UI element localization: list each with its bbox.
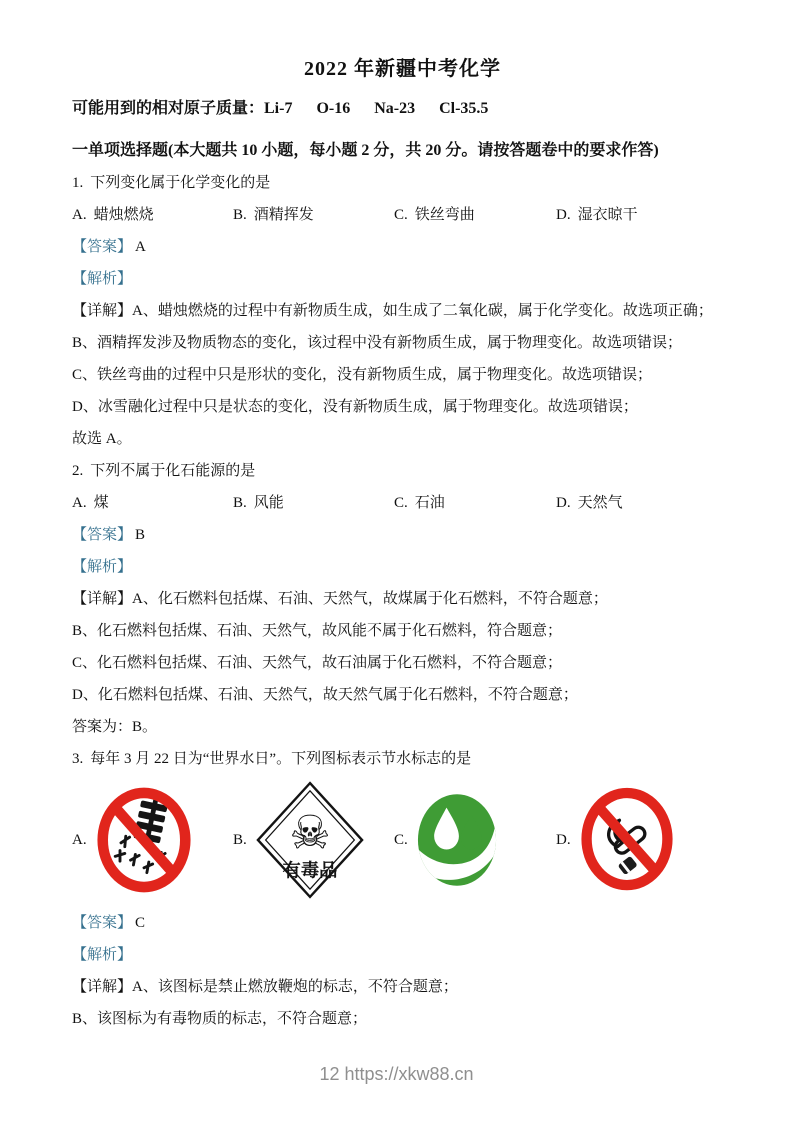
toxic-sign-text: 有毒品 bbox=[282, 860, 338, 881]
skull-crossbones-glyph: ☠ bbox=[289, 805, 331, 860]
detail-line: 【详解】A、该图标是禁止燃放鞭炮的标志，不符合题意； bbox=[72, 979, 458, 995]
option-label: D. bbox=[556, 831, 571, 848]
question-number: 1. bbox=[72, 175, 84, 191]
question-number: 2. bbox=[72, 463, 84, 479]
no-fireworks-icon bbox=[96, 787, 192, 893]
option-label: D. bbox=[556, 495, 571, 511]
detail-line: C、铁丝弯曲的过程中只是形状的变化，没有新物质生成，属于物理变化。故选项错误； bbox=[72, 367, 653, 383]
option-label: C. bbox=[394, 831, 408, 848]
option-text: 天然气 bbox=[577, 495, 623, 511]
question-text: 下列不属于化石能源的是 bbox=[90, 463, 256, 479]
option-text: 湿衣晾干 bbox=[577, 207, 638, 223]
analysis-label: 【解析】 bbox=[72, 947, 133, 963]
option-d bbox=[556, 787, 733, 893]
answer-label: 【答案】 bbox=[72, 915, 133, 931]
option-label: A. bbox=[72, 207, 87, 223]
question-number: 3. bbox=[72, 751, 84, 767]
detail-line: 【详解】A、蜡烛燃烧的过程中有新物质生成，如生成了二氧化碳，属于化学变化。故选项正确； bbox=[72, 303, 713, 319]
analysis-label: 【解析】 bbox=[72, 559, 133, 575]
option-d bbox=[556, 492, 733, 514]
option-label: B. bbox=[233, 831, 247, 848]
option-label: B. bbox=[233, 207, 247, 223]
question-stem bbox=[72, 172, 733, 194]
option-label: C. bbox=[394, 207, 408, 223]
option-text: 石油 bbox=[414, 495, 445, 511]
answer-value: A bbox=[135, 239, 146, 255]
detail-line: B、化石燃料包括煤、石油、天然气，故风能不属于化石燃料，符合题意； bbox=[72, 623, 563, 639]
detail-line: B、酒精挥发涉及物质物态的变化，该过程中没有新物质生成，属于物理变化。故选项错误； bbox=[72, 335, 683, 351]
option-text: 风能 bbox=[253, 495, 284, 511]
option-c bbox=[394, 204, 556, 226]
icon-options-row bbox=[72, 780, 733, 900]
options-row bbox=[72, 204, 733, 226]
water-saving-icon bbox=[417, 792, 497, 888]
detail-line: C、化石燃料包括煤、石油、天然气，故石油属于化石燃料，不符合题意； bbox=[72, 655, 563, 671]
question-3-block bbox=[72, 748, 733, 1030]
question-stem bbox=[72, 460, 733, 482]
question-2-block bbox=[72, 460, 733, 738]
option-text: 酒精挥发 bbox=[253, 207, 314, 223]
page-footer-url: 12 https://xkw88.cn bbox=[319, 1064, 474, 1084]
answer-value: C bbox=[135, 915, 146, 931]
analysis-label: 【解析】 bbox=[72, 271, 133, 287]
question-stem bbox=[72, 748, 733, 770]
question-text: 下列变化属于化学变化的是 bbox=[90, 175, 271, 191]
answer-label: 【答案】 bbox=[72, 527, 133, 543]
option-b bbox=[233, 492, 394, 514]
toxic-substance-icon bbox=[256, 781, 364, 899]
detail-line: D、化石燃料包括煤、石油、天然气，故天然气属于化石燃料，不符合题意； bbox=[72, 687, 578, 703]
option-label: C. bbox=[394, 495, 408, 511]
option-c bbox=[394, 792, 556, 888]
option-label: A. bbox=[72, 831, 87, 848]
option-text: 铁丝弯曲 bbox=[414, 207, 475, 223]
option-a bbox=[72, 204, 233, 226]
detail-line: 【详解】A、化石燃料包括煤、石油、天然气，故煤属于化石燃料，不符合题意； bbox=[72, 591, 608, 607]
answer-value: B bbox=[135, 527, 146, 543]
option-c bbox=[394, 492, 556, 514]
option-label: A. bbox=[72, 495, 87, 511]
question-text: 每年 3 月 22 日为“世界水日”。下列图标表示节水标志的是 bbox=[90, 751, 472, 767]
option-label: B. bbox=[233, 495, 247, 511]
answer-line bbox=[72, 236, 733, 258]
analysis-line bbox=[72, 268, 733, 290]
analysis-line bbox=[72, 944, 733, 966]
option-d bbox=[556, 204, 733, 226]
answer-label: 【答案】 bbox=[72, 239, 133, 255]
atomic-mass-note: 可能用到的相对原子质量：Li-7 O-16 Na-23 Cl-35.5 bbox=[72, 100, 489, 117]
option-a bbox=[72, 492, 233, 514]
option-label: D. bbox=[556, 207, 571, 223]
option-a bbox=[72, 787, 233, 893]
option-text: 煤 bbox=[93, 495, 109, 511]
detail-line: 答案为：B。 bbox=[72, 719, 158, 735]
answer-line bbox=[72, 524, 733, 546]
option-b bbox=[233, 781, 394, 899]
analysis-line bbox=[72, 556, 733, 578]
options-row bbox=[72, 492, 733, 514]
detail-line: D、冰雪融化过程中只是状态的变化，没有新物质生成，属于物理变化。故选项错误； bbox=[72, 399, 638, 415]
no-smoking-icon bbox=[580, 787, 674, 893]
detail-line: 故选 A。 bbox=[72, 431, 132, 447]
question-1-block bbox=[72, 172, 733, 450]
answer-line bbox=[72, 912, 733, 934]
page-title: 2022 年新疆中考化学 bbox=[304, 58, 501, 80]
section-header: 一单项选择题(本大题共 10 小题，每小题 2 分，共 20 分。请按答题卷中的要求作答) bbox=[72, 142, 659, 159]
detail-line: B、该图标为有毒物质的标志，不符合题意； bbox=[72, 1011, 368, 1027]
option-b bbox=[233, 204, 394, 226]
option-text: 蜡烛燃烧 bbox=[93, 207, 154, 223]
